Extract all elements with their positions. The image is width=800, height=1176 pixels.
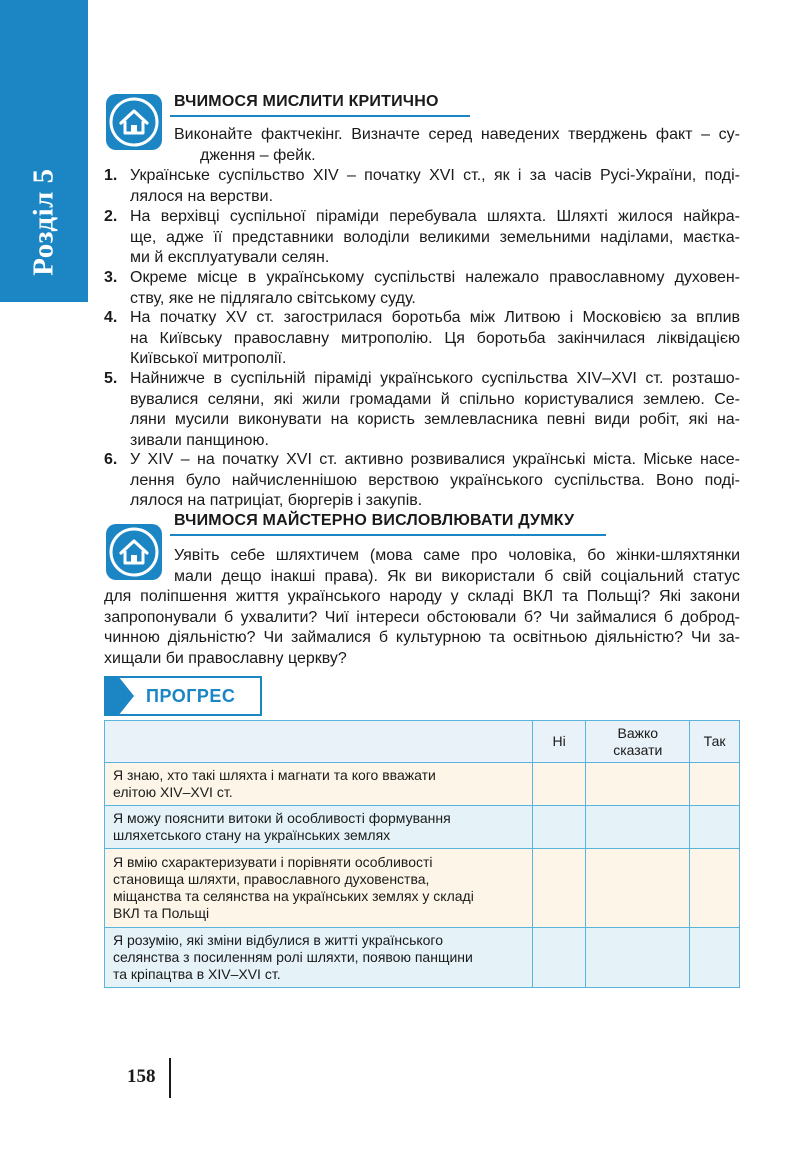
item-line: лялося на верстви.: [130, 187, 274, 205]
house-icon: [106, 94, 162, 150]
cell-line: селянства з посиленням ролі шляхти, появою панщини: [113, 949, 473, 965]
statement-cell: [105, 763, 533, 806]
text-line: мали дещо інакші права). Як ви використали б свій соціальний статус: [174, 567, 740, 585]
section1-intro: [174, 125, 740, 166]
header-line: Важко: [617, 724, 659, 741]
section-heading-critical-thinking: ВЧИМОСЯ МИСЛИТИ КРИТИЧНО: [174, 93, 439, 110]
statement-cell: [105, 928, 533, 988]
chapter-label: Розділ 5: [27, 168, 60, 276]
progress-banner: [104, 676, 262, 716]
item-line: ми й експлуатували селян.: [130, 249, 330, 266]
section2-text: [104, 546, 740, 669]
item-number: 3.: [104, 269, 118, 286]
item-line: на Київську православну митрополію. Ця боротьба закінчилася ліквідацією: [130, 329, 740, 347]
answer-cell-no[interactable]: [532, 849, 586, 928]
table-row: [105, 849, 740, 928]
progress-title: ПРОГРЕС: [146, 686, 236, 706]
cell-line: ВКЛ та Польщі: [113, 905, 210, 921]
item-line: зивали панщиною.: [130, 431, 269, 449]
column-header-statement: [105, 721, 533, 763]
item-line: На верхівці суспільної піраміди перебувала шляхта. Шляхті жилося найкра-: [130, 208, 740, 225]
item-line: лення було найчисленнішою верствою українського суспільства. Воно поді-: [130, 471, 740, 489]
item-line: лялося на патриціат, бюргерів і закупів.: [130, 492, 423, 509]
answer-cell-yes[interactable]: [690, 849, 740, 928]
text-line: запропонували б ухвалити? Чиї інтереси обстоювали б? Чи займалися б доброд-: [104, 608, 740, 626]
intro-line: дження – фейк.: [200, 146, 316, 164]
item-number: 5.: [104, 370, 118, 387]
chevron-right-icon: [104, 676, 136, 716]
text-line: хищали би православну церкву?: [104, 649, 347, 667]
section-heading-express-thoughts: ВЧИМОСЯ МАЙСТЕРНО ВИСЛОВЛЮВАТИ ДУМКУ: [174, 512, 575, 529]
heading-underline: [170, 115, 470, 117]
item-number: 2.: [104, 208, 118, 225]
answer-cell-hard-to-say[interactable]: [586, 763, 690, 806]
statement-cell: [105, 806, 533, 849]
item-line: У XIV – на початку XVI ст. активно розвивалися українські міста. Міське насе-: [130, 451, 740, 468]
cell-line: Я знаю, хто такі шляхта і магнати та кого вважати: [113, 767, 436, 783]
item-line: вувалися селяни, які жили громадами й спільно користувалися землею. Се-: [130, 390, 740, 408]
cell-line: та кріпацтва в XIV–XVI ст.: [113, 966, 281, 982]
intro-line: Виконайте фактчекінг. Визначте серед наведених тверджень факт – су-: [174, 126, 740, 143]
item-line: ляни мусили виконувати на користь землевласника певні види робіт, які на-: [130, 411, 740, 428]
answer-cell-hard-to-say[interactable]: [586, 806, 690, 849]
page-number: 158: [127, 1066, 156, 1087]
page-number-divider: [169, 1058, 171, 1098]
header-line: сказати: [613, 741, 663, 758]
table-header-row: [105, 721, 740, 763]
table-row: [105, 928, 740, 988]
answer-cell-yes[interactable]: [690, 928, 740, 988]
column-header-yes: Так: [690, 721, 740, 763]
cell-line: шляхетського стану на українських землях: [113, 827, 391, 843]
text-line: Уявіть себе шляхтичем (мова саме про чоловіка, бо жінки-шляхтянки: [174, 547, 740, 564]
cell-line: Я розумію, які зміни відбулися в житті українського: [113, 932, 444, 948]
answer-cell-yes[interactable]: [690, 763, 740, 806]
item-line: Українське суспільство XIV – початку XVI ст., як і за часів Русі-України, поді-: [130, 167, 740, 184]
text-line: чинною діяльністю? Чи займалися б культурною та освітньою діяльністю? Чи за-: [104, 629, 740, 646]
item-line: Київської митрополії.: [130, 350, 287, 367]
item-line: ству, яке не підлягало світському суду.: [130, 289, 416, 307]
cell-line: Я можу пояснити витоки й особливості формування: [113, 810, 451, 826]
item-line: Окреме місце в українському суспільстві належало православному духовен-: [130, 269, 740, 286]
column-header-no: Ні: [532, 721, 586, 763]
table-row: [105, 806, 740, 849]
answer-cell-hard-to-say[interactable]: [586, 849, 690, 928]
statement-cell: [105, 849, 533, 928]
progress-table: [104, 720, 740, 988]
item-line: На початку XV ст. загострилася боротьба між Литвою і Московією за вплив: [130, 309, 740, 326]
cell-line: міщанства та селянства на українських землях у складі: [113, 888, 474, 904]
column-header-hard-to-say: [586, 721, 690, 763]
item-line: ще, адже її представники володіли великими земельними наділами, маєтка-: [130, 228, 740, 246]
answer-cell-no[interactable]: [532, 763, 586, 806]
answer-cell-no[interactable]: [532, 806, 586, 849]
cell-line: становища шляхти, православного духовенства,: [113, 871, 430, 887]
heading-underline: [170, 534, 606, 536]
item-number: 6.: [104, 451, 118, 468]
cell-line: елітою XIV–XVI ст.: [113, 784, 233, 800]
chapter-side-tab: [0, 0, 88, 302]
item-number: 4.: [104, 309, 118, 326]
answer-cell-no[interactable]: [532, 928, 586, 988]
cell-line: Я вмію схарактеризувати і порівняти особливості: [113, 854, 433, 870]
text-line: для поліпшення життя українського народу у складі ВКЛ та Польщі? Які закони: [104, 588, 740, 605]
answer-cell-yes[interactable]: [690, 806, 740, 849]
table-row: [105, 763, 740, 806]
answer-cell-hard-to-say[interactable]: [586, 928, 690, 988]
item-number: 1.: [104, 167, 118, 184]
item-line: Найнижче в суспільній піраміді українського суспільства XIV–XVI ст. розташо-: [130, 370, 740, 387]
